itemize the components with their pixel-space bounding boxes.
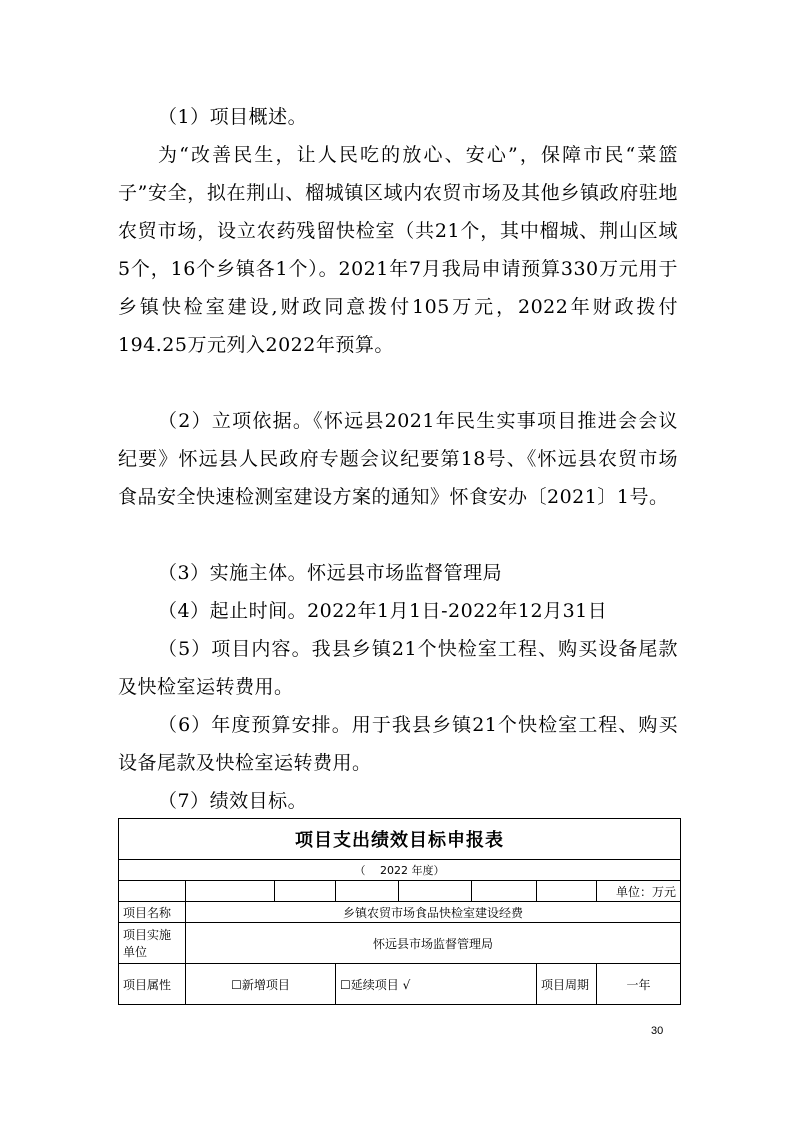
blank-cell: [399, 881, 472, 902]
form-year: （ 2022 年度）: [119, 860, 681, 881]
paragraph-goals-heading: （7）绩效目标。: [158, 790, 308, 812]
attribute-continuing-checkbox: ☐延续项目 √: [336, 964, 537, 1005]
paragraph-overview-heading: （1）项目概述。: [158, 106, 308, 128]
page-number: 30: [651, 1025, 664, 1037]
unit-label: 单位：万元: [597, 881, 681, 902]
blank-cell: [537, 881, 597, 902]
paragraph-implementer: （3）实施主体。怀远县市场监督管理局: [158, 562, 503, 584]
blank-cell: [186, 881, 275, 902]
paragraph-overview-body: 为“改善民生，让人民吃的放心、安心”，保障市民“菜篮子”安全，拟在荆山、榴城镇区域内农贸市场及其他乡镇政府驻地农贸市场，设立农药残留快检室（共21个，其中榴城、荆山区域5个，16个乡镇各1个）。2021年7月我局申请预算330万元用于乡镇快检室建设,财政同意拨付105万元，2022年财政拨付194.25万元列入2022年预算。: [118, 144, 678, 356]
performance-target-form: [118, 818, 681, 1005]
paragraph-budget: （6）年度预算安排。用于我县乡镇21个快检室工程、购买设备尾款及快检室运转费用。: [118, 714, 678, 774]
project-name-label: 项目名称: [119, 902, 186, 923]
paragraph-basis: （2）立项依据。《怀远县2021年民生实事项目推进会会议纪要》怀远县人民政府专题会议纪要第18号、《怀远县农贸市场食品安全快速检测室建设方案的通知》怀食安办〔2021〕1号。: [118, 410, 678, 508]
attribute-new-checkbox: ☐新增项目: [186, 964, 336, 1005]
form-title: 项目支出绩效目标申报表: [119, 819, 681, 860]
project-attribute-label: 项目属性: [119, 964, 186, 1005]
project-period-label: 项目周期: [537, 964, 597, 1005]
blank-cell: [119, 881, 186, 902]
paragraph-content: （5）项目内容。我县乡镇21个快检室工程、购买设备尾款及快检室运转费用。: [118, 638, 678, 698]
blank-cell: [472, 881, 537, 902]
project-period-value: 一年: [597, 964, 681, 1005]
paragraph-duration: （4）起止时间。2022年1月1日-2022年12月31日: [158, 600, 608, 622]
blank-cell: [336, 881, 399, 902]
project-name-value: 乡镇农贸市场食品快检室建设经费: [186, 902, 681, 923]
executing-unit-value: 怀远县市场监督管理局: [186, 923, 681, 964]
executing-unit-label: 项目实施单位: [119, 923, 186, 964]
blank-cell: [275, 881, 336, 902]
